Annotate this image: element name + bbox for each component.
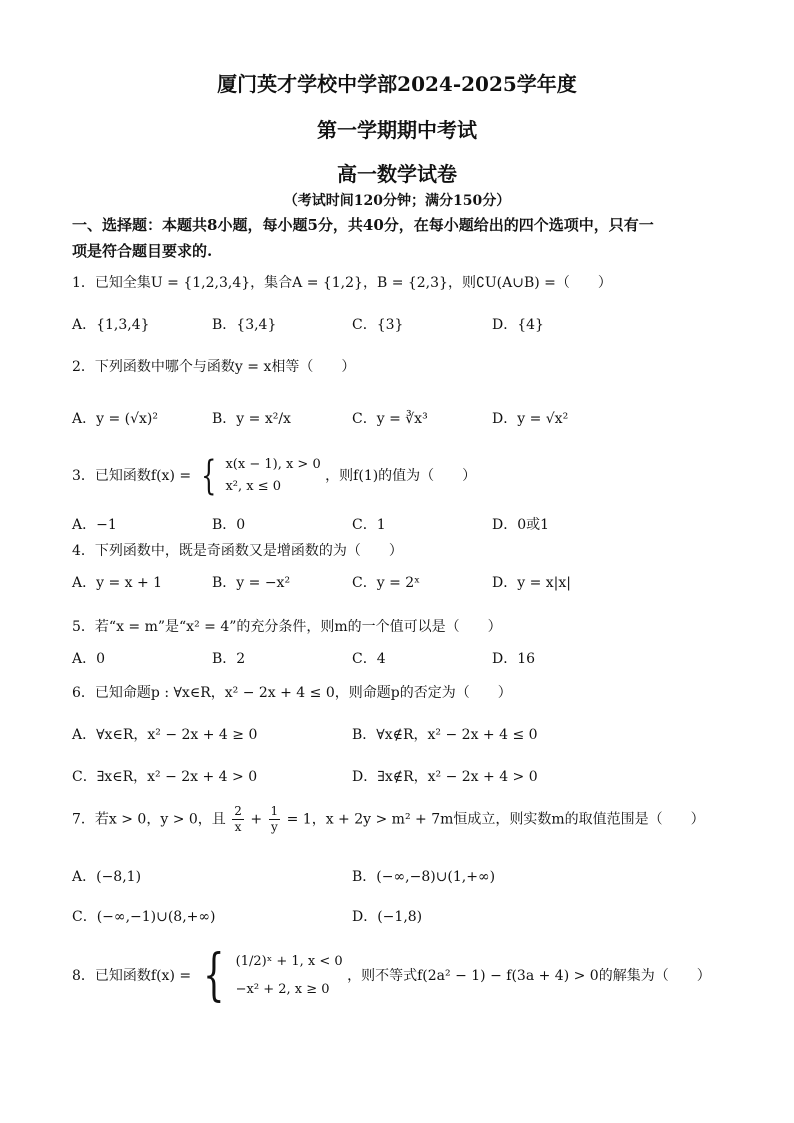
question-8-stem [72, 943, 711, 1008]
question-2-option-d[interactable]: D．y = √x² [492, 411, 569, 427]
question-8-stem-after: ，则不等式f(2a² − 1) − f(3a + 4) > 0的解集为（ ） [347, 968, 711, 984]
question-2-option-a[interactable]: A．y = (√x)² [72, 411, 159, 427]
question-6-option-c[interactable]: C．∃x∈R，x² − 2x + 4 > 0 [72, 769, 258, 785]
question-7-fraction-2 [269, 804, 281, 835]
question-1-option-d[interactable]: D．{4} [492, 317, 544, 333]
question-1-option-c[interactable]: C．{3} [352, 317, 404, 333]
question-3-option-c[interactable]: C．1 [352, 517, 386, 533]
question-8-stem-before: 8．已知函数f(x) = [72, 968, 192, 984]
question-5-option-c[interactable]: C．4 [352, 651, 386, 667]
question-5-option-a[interactable]: A．0 [72, 651, 106, 667]
exam-info: （考试时间120分钟；满分150分） [283, 193, 511, 209]
brace-glyph: { [200, 453, 216, 499]
question-8-case-2: −x² + 2, x ≥ 0 [235, 982, 330, 997]
question-1-option-a[interactable]: A．{1,3,4} [72, 317, 150, 333]
question-2-stem: 2．下列函数中哪个与函数y = x相等（ ） [72, 359, 356, 375]
question-4-option-d[interactable]: D．y = x|x| [492, 575, 571, 591]
section-heading-line2: 项是符合题目要求的. [72, 242, 213, 260]
exam-title-term: 第一学期期中考试 [317, 118, 477, 142]
exam-title-subject: 高一数学试卷 [337, 162, 457, 186]
question-7-fraction-1 [232, 804, 244, 835]
question-7-option-b[interactable]: B．(−∞,−8)∪(1,+∞) [352, 869, 496, 885]
question-3-stem [72, 454, 476, 498]
section-heading-line1: 一、选择题：本题共8小题，每小题5分，共40分，在每小题给出的四个选项中，只有一 [72, 216, 654, 234]
question-4-stem: 4．下列函数中，既是奇函数又是增函数的为（ ） [72, 543, 403, 559]
question-7-plus: + [250, 811, 263, 828]
question-5-option-d[interactable]: D．16 [492, 651, 536, 667]
question-8-case-1: (1/2)ˣ + 1, x < 0 [235, 954, 343, 969]
fraction-2-denominator: y [270, 820, 278, 834]
question-3-case-1: x(x − 1), x > 0 [225, 457, 321, 472]
question-3-stem-before: 3．已知函数f(x) = [72, 468, 192, 484]
brace-glyph: { [202, 943, 225, 1008]
question-5-option-b[interactable]: B．2 [212, 651, 246, 667]
question-3-case-2: x², x ≤ 0 [225, 479, 282, 494]
question-7-stem-after: = 1，x + 2y > m² + 7m恒成立，则实数m的取值范围是（ ） [286, 811, 705, 828]
question-7-option-c[interactable]: C．(−∞,−1)∪(8,+∞) [72, 909, 216, 925]
question-4-option-b[interactable]: B．y = −x² [212, 575, 291, 591]
question-3-option-a[interactable]: A．−1 [72, 517, 117, 533]
fraction-1-denominator: x [234, 820, 242, 834]
question-6-option-b[interactable]: B．∀x∉R，x² − 2x + 4 ≤ 0 [352, 727, 538, 743]
fraction-1-numerator: 2 [234, 804, 242, 818]
question-7-stem-before: 7．若x > 0，y > 0，且 [72, 811, 226, 828]
question-7-option-d[interactable]: D．(−1,8) [352, 909, 423, 925]
question-2-option-c[interactable]: C．y = ∛x³ [352, 411, 428, 427]
question-3-option-b[interactable]: B．0 [212, 517, 246, 533]
question-1-option-b[interactable]: B．{3,4} [212, 317, 277, 333]
question-3-stem-after: ，则f(1)的值为（ ） [325, 468, 477, 484]
question-6-option-d[interactable]: D．∃x∉R，x² − 2x + 4 > 0 [352, 769, 538, 785]
fraction-2-numerator: 1 [270, 804, 279, 818]
question-8-cases [236, 948, 343, 1004]
question-7-option-a[interactable]: A．(−8,1) [72, 869, 142, 885]
question-3-cases [225, 454, 320, 498]
question-4-option-a[interactable]: A．y = x + 1 [72, 575, 163, 591]
question-2-option-b[interactable]: B．y = x²/x [212, 411, 291, 427]
question-6-option-a[interactable]: A．∀x∈R，x² − 2x + 4 ≥ 0 [72, 727, 258, 743]
question-7-stem [72, 804, 705, 835]
question-1-stem: 1．已知全集U = {1,2,3,4}，集合A = {1,2}，B = {2,3}，则∁U(A∪B) =（ ） [72, 275, 612, 291]
question-4-option-c[interactable]: C．y = 2ˣ [352, 575, 421, 591]
question-5-stem: 5．若“x = m”是“x² = 4”的充分条件，则m的一个值可以是（ ） [72, 619, 502, 635]
question-6-stem: 6．已知命题p : ∀x∈R，x² − 2x + 4 ≤ 0，则命题p的否定为（ ） [72, 685, 512, 701]
question-3-option-d[interactable]: D．0或1 [492, 517, 550, 533]
exam-title-school: 厦门英才学校中学部2024-2025学年度 [217, 72, 577, 96]
